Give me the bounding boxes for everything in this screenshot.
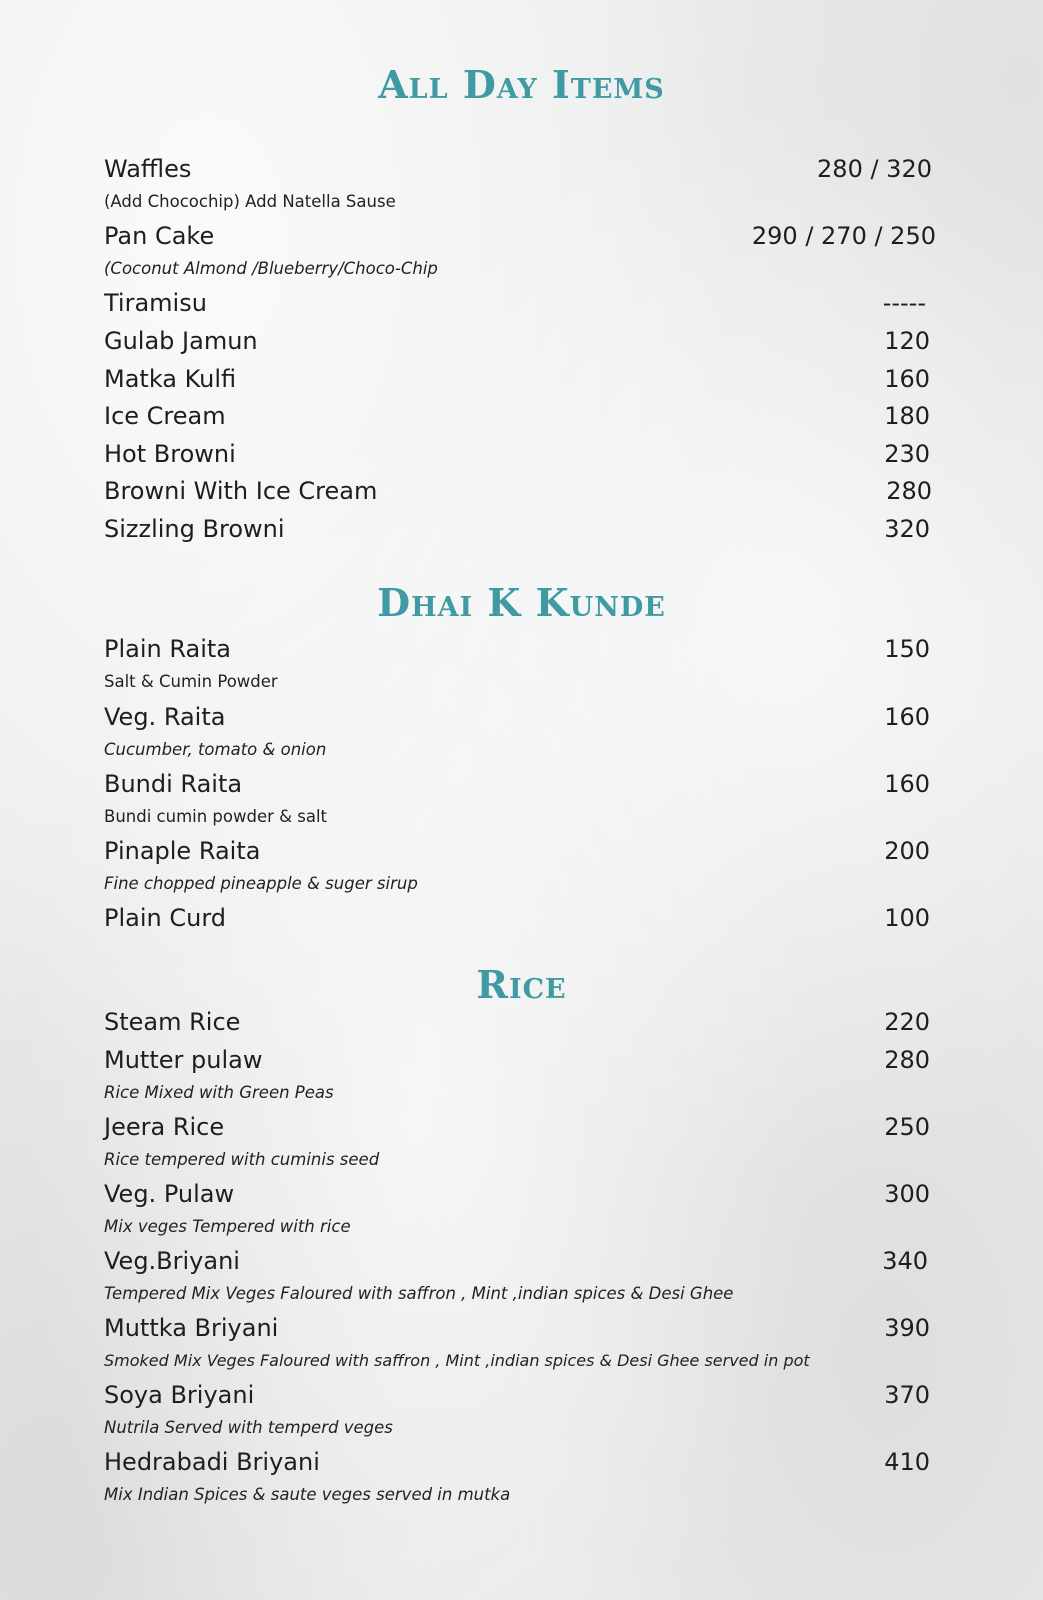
item-name: Jeera Rice bbox=[104, 1113, 225, 1141]
item-description: Mix veges Tempered with rice bbox=[104, 1217, 351, 1236]
item-description: Mix Indian Spices & saute veges served in mutka bbox=[104, 1485, 511, 1504]
item-name: Plain Curd bbox=[104, 904, 227, 932]
menu-item-sizzling-browni bbox=[104, 512, 930, 546]
item-price: 160 bbox=[884, 770, 930, 798]
menu-item-jeera-rice bbox=[104, 1110, 930, 1144]
menu-item-veg-briyani bbox=[104, 1244, 930, 1278]
item-name: Veg. Raita bbox=[104, 703, 226, 731]
menu-item-soya-briyani bbox=[104, 1378, 930, 1412]
item-description: (Add Chocochip) Add Natella Sause bbox=[104, 192, 396, 211]
item-price: ----- bbox=[882, 289, 926, 317]
menu-item-browni-with-ice-cream bbox=[104, 474, 930, 508]
menu-item-bundi-raita bbox=[104, 767, 930, 801]
item-price: 290 / 270 / 250 bbox=[751, 222, 936, 250]
item-name: Soya Briyani bbox=[104, 1381, 255, 1409]
item-price: 340 bbox=[882, 1247, 928, 1275]
item-name: Tiramisu bbox=[104, 289, 207, 317]
item-name: Plain Raita bbox=[104, 635, 231, 663]
item-name: Matka Kulfi bbox=[104, 365, 237, 393]
item-price: 120 bbox=[884, 327, 930, 355]
menu-item-hot-browni bbox=[104, 437, 930, 471]
item-name: Gulab Jamun bbox=[104, 327, 258, 355]
item-price: 160 bbox=[884, 703, 930, 731]
menu-item-veg-pulaw bbox=[104, 1177, 930, 1211]
item-description: Rice Mixed with Green Peas bbox=[104, 1083, 334, 1102]
menu-item-hedrabadi-briyani bbox=[104, 1445, 930, 1479]
item-price: 410 bbox=[884, 1448, 930, 1476]
item-description: Tempered Mix Veges Faloured with saffron , Mint ,indian spices & Desi Ghee bbox=[104, 1284, 734, 1303]
item-description: (Coconut Almond /Blueberry/Choco-Chip bbox=[104, 259, 438, 278]
menu-item-muttka-briyani bbox=[104, 1311, 930, 1345]
item-description: Nutrila Served with temperd veges bbox=[104, 1418, 393, 1437]
menu-item-matka-kulfi bbox=[104, 362, 930, 396]
section-title-all-day-items: All Day Items bbox=[378, 62, 665, 107]
item-name: Ice Cream bbox=[104, 402, 226, 430]
item-name: Pan Cake bbox=[104, 222, 215, 250]
section-title-rice: Rice bbox=[476, 962, 567, 1007]
item-price: 320 bbox=[884, 515, 930, 543]
item-price: 280 / 320 bbox=[817, 155, 932, 183]
item-price: 180 bbox=[884, 402, 930, 430]
item-description: Smoked Mix Veges Faloured with saffron , Mint ,indian spices & Desi Ghee served in pot bbox=[104, 1351, 810, 1370]
item-price: 300 bbox=[884, 1180, 930, 1208]
item-price: 100 bbox=[884, 904, 930, 932]
item-name: Veg.Briyani bbox=[104, 1247, 240, 1275]
item-description: Fine chopped pineapple & suger sirup bbox=[104, 874, 418, 893]
item-name: Hedrabadi Briyani bbox=[104, 1448, 320, 1476]
menu-item-gulab-jamun bbox=[104, 324, 930, 358]
item-name: Muttka Briyani bbox=[104, 1314, 279, 1342]
menu-item-tiramisu bbox=[104, 286, 930, 320]
item-description: Bundi cumin powder & salt bbox=[104, 807, 328, 826]
menu-item-ice-cream bbox=[104, 399, 930, 433]
item-name: Steam Rice bbox=[104, 1008, 241, 1036]
item-name: Browni With Ice Cream bbox=[104, 477, 378, 505]
item-description: Cucumber, tomato & onion bbox=[104, 740, 327, 759]
item-name: Hot Browni bbox=[104, 440, 236, 468]
menu-item-pan-cake bbox=[104, 219, 936, 253]
item-price: 280 bbox=[886, 477, 932, 505]
menu-item-steam-rice bbox=[104, 1005, 930, 1039]
menu-item-plain-raita bbox=[104, 632, 930, 666]
item-name: Waffles bbox=[104, 155, 192, 183]
item-price: 200 bbox=[884, 837, 930, 865]
item-name: Pinaple Raita bbox=[104, 837, 261, 865]
menu-item-waffles bbox=[104, 152, 930, 186]
menu-item-pinaple-raita bbox=[104, 834, 930, 868]
item-name: Sizzling Browni bbox=[104, 515, 285, 543]
item-name: Bundi Raita bbox=[104, 770, 243, 798]
item-price: 220 bbox=[884, 1008, 930, 1036]
menu-item-veg-raita bbox=[104, 700, 930, 734]
item-price: 250 bbox=[884, 1113, 930, 1141]
item-price: 160 bbox=[884, 365, 930, 393]
menu-item-plain-curd bbox=[104, 901, 930, 935]
section-title-dhai-k-kunde: Dhai K Kunde bbox=[377, 580, 666, 625]
item-description: Rice tempered with cuminis seed bbox=[104, 1150, 380, 1169]
item-price: 390 bbox=[884, 1314, 930, 1342]
menu-item-mutter-pulaw bbox=[104, 1043, 930, 1077]
item-price: 370 bbox=[884, 1381, 930, 1409]
item-price: 230 bbox=[884, 440, 930, 468]
item-price: 280 bbox=[884, 1046, 930, 1074]
item-price: 150 bbox=[884, 635, 930, 663]
item-name: Veg. Pulaw bbox=[104, 1180, 235, 1208]
item-description: Salt & Cumin Powder bbox=[104, 672, 278, 691]
item-name: Mutter pulaw bbox=[104, 1046, 263, 1074]
